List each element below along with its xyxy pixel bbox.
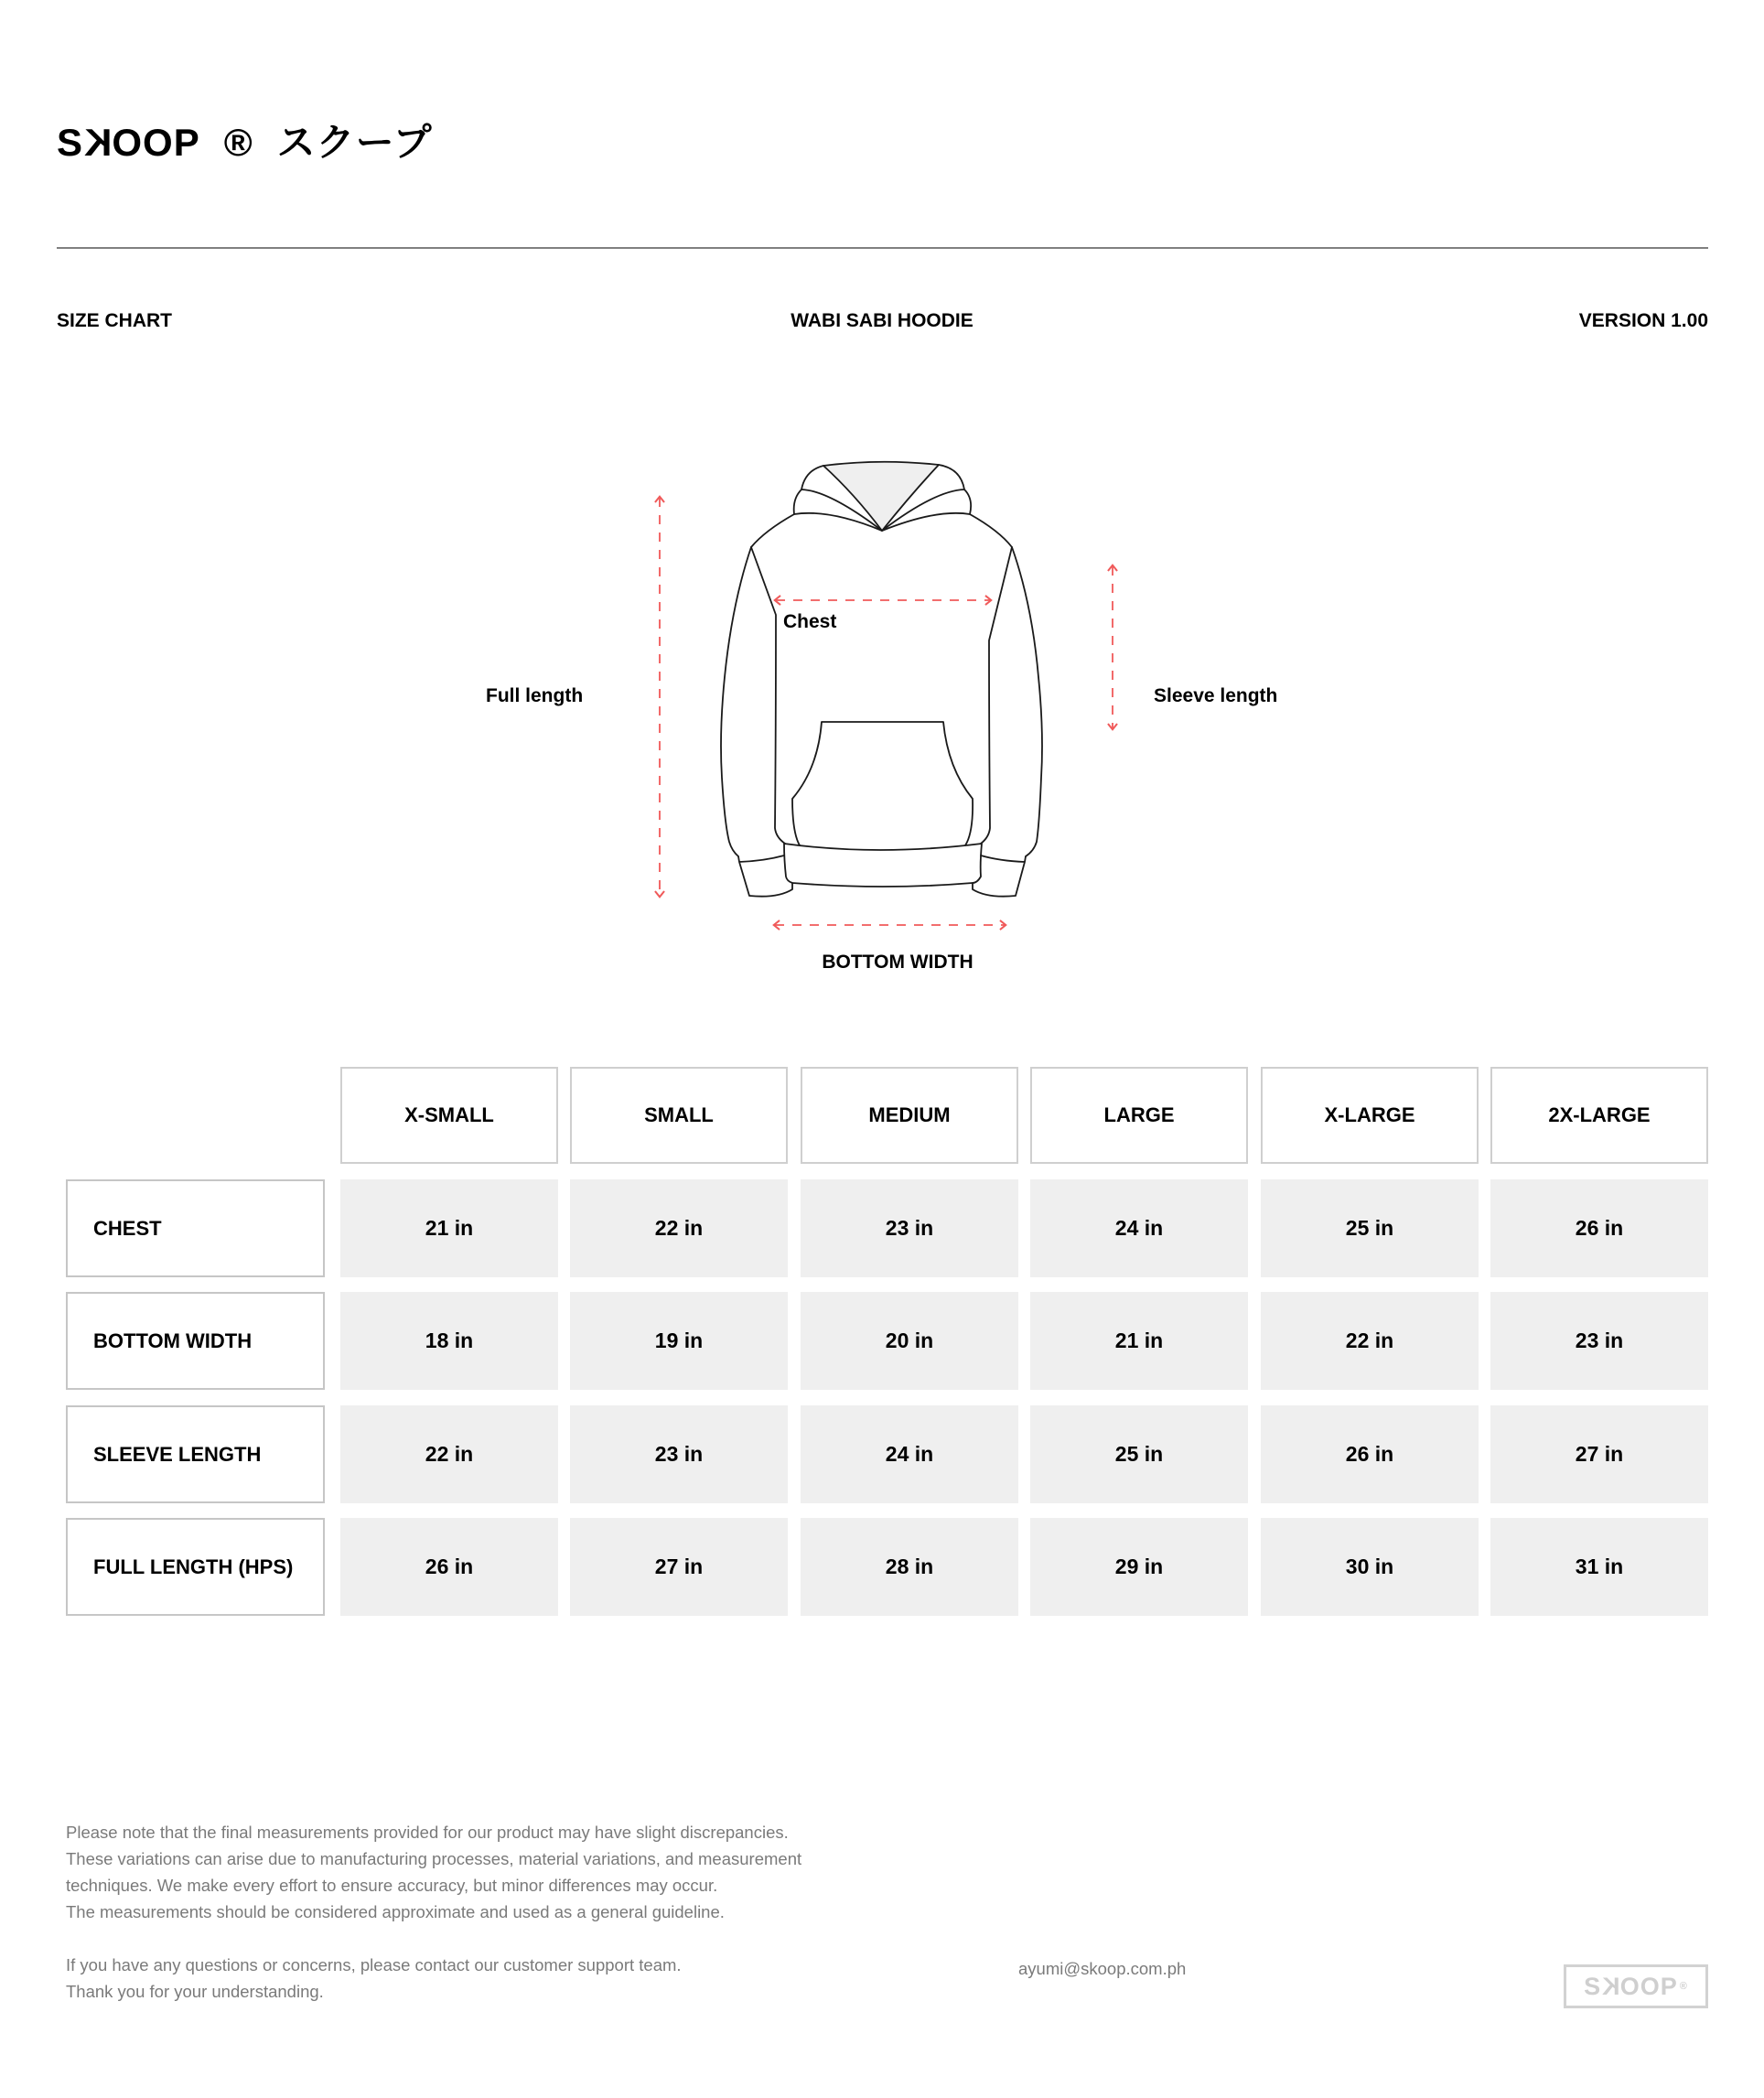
- measurement-value-cell-text: 25 in: [1345, 1216, 1394, 1240]
- contact-line: Thank you for your understanding.: [66, 1982, 324, 2001]
- size-column-header: [570, 1067, 788, 1164]
- body-left-seam: [751, 547, 785, 844]
- size-column-header-text: X-LARGE: [1324, 1103, 1415, 1126]
- measurement-value-cell-text: 26 in: [1345, 1442, 1394, 1466]
- measurement-value-cell-text: 22 in: [1345, 1329, 1394, 1352]
- measurement-row-label-text: CHEST: [93, 1216, 162, 1240]
- measurement-row-label-text: FULL LENGTH (HPS): [93, 1555, 294, 1578]
- chest-label: Chest: [783, 611, 837, 632]
- measurement-value-cell: [570, 1518, 788, 1616]
- measurement-value-cell: [1490, 1179, 1708, 1277]
- measurement-value-cell: [1261, 1518, 1479, 1616]
- size-column-header: [340, 1067, 558, 1164]
- size-column-header-text: 2X-LARGE: [1548, 1103, 1651, 1126]
- measurement-value-cell: [801, 1179, 1018, 1277]
- measurement-value-cell-text: 23 in: [1575, 1329, 1624, 1352]
- measurement-row-label: [66, 1518, 325, 1616]
- logo-letter-s: S: [57, 121, 84, 164]
- registered-mark: ®: [223, 121, 253, 164]
- measurement-value-cell: [801, 1292, 1018, 1390]
- hoodie-diagram: [0, 0, 1764, 1006]
- measurement-row-label: [66, 1292, 325, 1390]
- measurement-row-label: [66, 1405, 325, 1503]
- measurement-value-cell-text: 26 in: [1575, 1216, 1624, 1240]
- measurement-value-cell-text: 18 in: [425, 1329, 474, 1352]
- measurement-value-cell-text: 26 in: [425, 1555, 474, 1578]
- measurement-value-cell: [1030, 1179, 1248, 1277]
- measurement-value-cell: [1030, 1518, 1248, 1616]
- size-column-header: [1030, 1067, 1248, 1164]
- disclaimer-line: Please note that the final measurements provided for our product may have slight discrepancies.: [66, 1823, 789, 1842]
- product-name: WABI SABI HOODIE: [791, 310, 973, 331]
- measurement-value-cell: [1490, 1405, 1708, 1503]
- measurement-value-cell-text: 28 in: [885, 1555, 934, 1578]
- measurement-value-cell: [340, 1179, 558, 1277]
- measurement-row-label-text: BOTTOM WIDTH: [93, 1329, 253, 1352]
- measurement-value-cell-text: 24 in: [885, 1442, 934, 1466]
- measurement-value-cell: [1261, 1179, 1479, 1277]
- measurement-value-cell-text: 31 in: [1575, 1555, 1624, 1578]
- measurement-value-cell-text: 29 in: [1114, 1555, 1164, 1578]
- measurement-value-cell: [340, 1518, 558, 1616]
- size-column-header-text: SMALL: [644, 1103, 714, 1126]
- footer-logo-stamp: [1564, 1964, 1708, 2008]
- size-column-header: [1490, 1067, 1708, 1164]
- logo-letters-oop: OOP: [112, 121, 200, 164]
- kangaroo-pocket: [792, 722, 973, 845]
- measurement-value-cell-text: 22 in: [654, 1216, 704, 1240]
- logo-letter-k-mirrored: K: [83, 121, 113, 164]
- measurement-value-cell-text: 27 in: [1575, 1442, 1624, 1466]
- right-sleeve-outline: [970, 514, 1042, 856]
- waistband: [784, 844, 982, 887]
- measurement-value-cell: [570, 1292, 788, 1390]
- sleeve-length-label: Sleeve length: [1154, 685, 1278, 706]
- disclaimer-line: The measurements should be considered approximate and used as a general guideline.: [66, 1902, 725, 1921]
- measurement-value-cell-text: 20 in: [885, 1329, 934, 1352]
- measurement-value-cell-text: 22 in: [425, 1442, 474, 1466]
- stamp-letter-s: S: [1584, 1972, 1602, 2000]
- measurement-row-label-text: SLEEVE LENGTH: [93, 1442, 262, 1466]
- document-type-label: SIZE CHART: [57, 310, 172, 331]
- size-column-header: [801, 1067, 1018, 1164]
- measurement-value-cell: [1261, 1292, 1479, 1390]
- measurement-value-cell: [340, 1405, 558, 1503]
- measurement-value-cell: [801, 1518, 1018, 1616]
- measurement-value-cell: [570, 1179, 788, 1277]
- contact-line: If you have any questions or concerns, please contact our customer support team.: [66, 1955, 682, 1974]
- measurement-value-cell-text: 25 in: [1114, 1442, 1164, 1466]
- measurement-value-cell: [801, 1405, 1018, 1503]
- measurement-row-label: [66, 1179, 325, 1277]
- measurement-value-cell-text: 27 in: [654, 1555, 704, 1578]
- logo-katakana: スクープ: [276, 120, 433, 165]
- measurement-value-cell-text: 24 in: [1114, 1216, 1164, 1240]
- measurement-value-cell: [570, 1405, 788, 1503]
- full-length-label: Full length: [486, 685, 584, 706]
- body-right-seam: [981, 547, 1012, 844]
- measurement-value-cell: [1030, 1405, 1248, 1503]
- bottom-width-label: BOTTOM WIDTH: [822, 952, 973, 973]
- version-label: VERSION 1.00: [1578, 310, 1708, 331]
- measurement-value-cell: [1030, 1292, 1248, 1390]
- stamp-letter-k-mirrored: K: [1601, 1972, 1620, 2000]
- support-email-link[interactable]: ayumi@skoop.com.ph: [1018, 1959, 1187, 1978]
- measurement-value-cell-text: 23 in: [885, 1216, 934, 1240]
- measurement-value-cell-text: 21 in: [1114, 1329, 1164, 1352]
- size-column-header-text: MEDIUM: [868, 1103, 951, 1126]
- measurement-value-cell: [340, 1292, 558, 1390]
- measurement-value-cell-text: 30 in: [1345, 1555, 1394, 1578]
- measurement-value-cell-text: 19 in: [654, 1329, 704, 1352]
- hood-inner: [823, 462, 939, 531]
- measurement-value-cell: [1490, 1518, 1708, 1616]
- stamp-letters-oop: OOP: [1619, 1972, 1678, 2000]
- stamp-registered-mark: ®: [1679, 1981, 1688, 1992]
- size-column-header-text: X-SMALL: [404, 1103, 494, 1126]
- size-column-header: [1261, 1067, 1479, 1164]
- measurement-value-cell-text: 21 in: [425, 1216, 474, 1240]
- footer-notes: [66, 1819, 801, 2005]
- disclaimer-line: These variations can arise due to manufacturing processes, material variations, and measurement: [66, 1849, 802, 1868]
- measurement-value-cell: [1261, 1405, 1479, 1503]
- measurement-value-cell: [1490, 1292, 1708, 1390]
- measurement-value-cell-text: 23 in: [654, 1442, 704, 1466]
- disclaimer-line: techniques. We make every effort to ensure accuracy, but minor differences may occur.: [66, 1876, 718, 1895]
- size-column-header-text: LARGE: [1103, 1103, 1175, 1126]
